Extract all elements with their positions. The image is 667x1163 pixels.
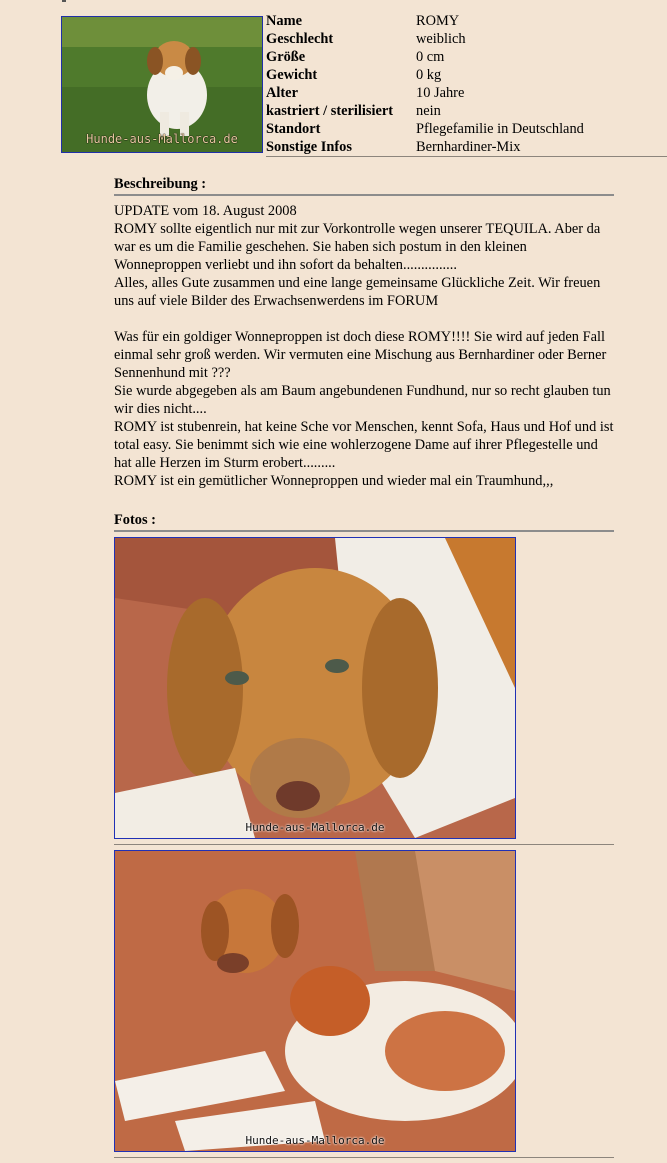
dog-photo-1[interactable] — [114, 537, 516, 839]
fact-row — [266, 48, 667, 66]
fact-value: Bernhardiner-Mix — [416, 139, 521, 155]
description-section — [114, 174, 614, 490]
description-paragraph: Alles, alles Gute zusammen und eine lange gemeinsame Glückliche Zeit. Wir freuen uns auf viele Bilder des Erwachsenwerdens im FORUM — [114, 275, 601, 309]
fact-label: Größe — [266, 49, 306, 65]
fact-row — [266, 84, 667, 102]
photo-divider — [114, 844, 614, 845]
dog-profile — [61, 12, 667, 157]
fact-value: 0 cm — [416, 49, 445, 65]
photos-title: Fotos : — [114, 512, 156, 528]
fact-value: ROMY — [416, 13, 460, 29]
fact-value: Pflegefamilie in Deutschland — [416, 121, 584, 137]
fact-row — [266, 66, 667, 84]
fact-label: Alter — [266, 85, 298, 101]
fact-value: nein — [416, 103, 441, 119]
fact-label: Standort — [266, 121, 321, 137]
dog-photo-2[interactable] — [114, 850, 516, 1152]
fact-label: Gewicht — [266, 67, 318, 83]
description-paragraph: ROMY ist stubenrein, hat keine Sche vor Menschen, kennt Sofa, Haus und Hof und ist total easy. Sie benimmt sich wie eine wohlerzogene Dame auf ihrer Pflegestelle und hat alle Herzen im Sturm erobert......... — [114, 419, 614, 471]
photo-2-watermark: Hunde-aus-Mallorca.de — [245, 1134, 385, 1147]
fact-label: kastriert / sterilisiert — [266, 103, 394, 119]
fact-row — [266, 12, 667, 30]
photos-section — [114, 510, 614, 1163]
page-top-marker — [62, 0, 66, 2]
fact-row — [266, 138, 667, 156]
fact-label: Geschlecht — [266, 31, 334, 47]
photos-divider — [114, 530, 614, 532]
description-paragraph: Was für ein goldiger Wonneproppen ist doch diese ROMY!!!! Sie wird auf jeden Fall einmal sehr groß werden. Wir vermuten eine Mischung aus Bernhardiner oder Berner Sennenhund mit ??? — [114, 329, 607, 381]
fact-value: 10 Jahre — [416, 85, 465, 101]
description-divider — [114, 194, 614, 196]
fact-row — [266, 102, 667, 120]
dog-photo-2-image — [115, 851, 515, 1151]
fact-row — [266, 120, 667, 138]
fact-label: Name — [266, 13, 302, 29]
description-paragraph: UPDATE vom 18. August 2008 — [114, 203, 297, 219]
profile-divider — [266, 156, 667, 157]
fact-value: weiblich — [416, 31, 466, 47]
thumbnail-watermark: Hunde-aus-Mallorca.de — [86, 132, 238, 146]
description-paragraph: Sie wurde abgegeben als am Baum angebundenen Fundhund, nur so recht glauben tun wir dies nicht.... — [114, 383, 611, 417]
description-title: Beschreibung : — [114, 176, 207, 192]
fact-row — [266, 30, 667, 48]
fact-label: Sonstige Infos — [266, 139, 352, 155]
description-paragraph: ROMY ist ein gemütlicher Wonneproppen und wieder mal ein Traumhund,,, — [114, 473, 554, 489]
description-text — [114, 202, 614, 490]
description-paragraph: ROMY sollte eigentlich nur mit zur Vorkontrolle wegen unserer TEQUILA. Aber da war es um die Familie geschehen. Sie haben sich postum in den kleinen Wonneproppen verliebt und ihn sofort da behalten............... — [114, 221, 601, 273]
fact-value: 0 kg — [416, 67, 442, 83]
photo-1-watermark: Hunde-aus-Mallorca.de — [245, 821, 385, 834]
fact-table — [266, 12, 667, 156]
dog-photo-1-image — [115, 538, 515, 838]
dog-thumbnail[interactable] — [61, 16, 263, 153]
photo-divider — [114, 1157, 614, 1158]
